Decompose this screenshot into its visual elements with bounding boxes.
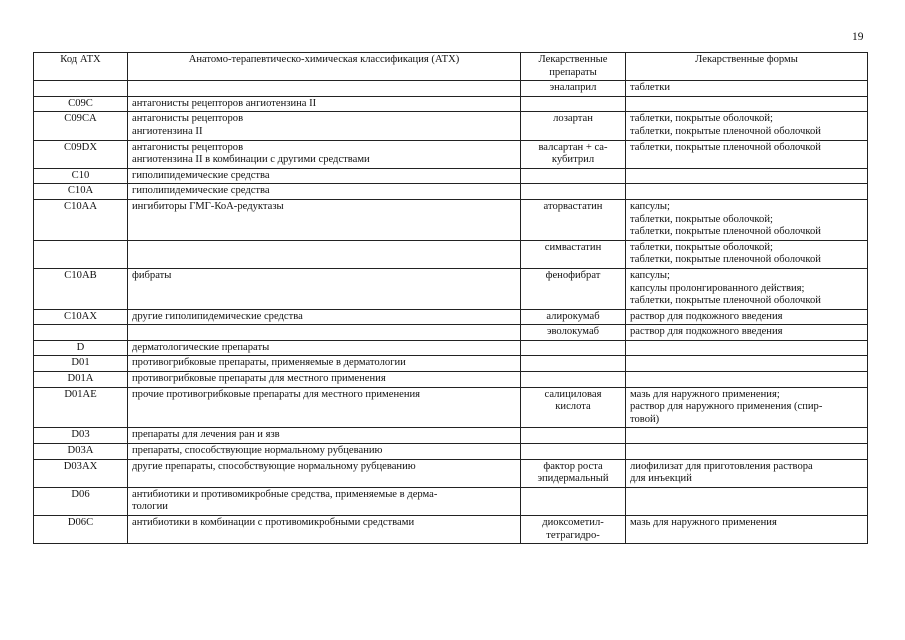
cell-dosage-forms — [626, 168, 868, 184]
cell-dosage-forms: мазь для наружного применения; раствор для наружного применения (спир- товой) — [626, 387, 868, 428]
cell-drug: аторвастатин — [521, 199, 626, 240]
cell-atc-classification: препараты для лечения ран и язв — [128, 428, 521, 444]
table-row — [34, 340, 868, 356]
table-row — [34, 387, 868, 428]
cell-dosage-forms — [626, 372, 868, 388]
cell-dosage-forms: таблетки, покрытые пленочной оболочкой — [626, 140, 868, 168]
table-row — [34, 487, 868, 515]
header-dosage-forms: Лекарственные формы — [626, 53, 868, 81]
cell-dosage-forms: таблетки, покрытые оболочкой; таблетки, покрытые пленочной оболочкой — [626, 240, 868, 268]
header-atc-code: Код АТХ — [34, 53, 128, 81]
cell-atc-classification: гиполипидемические средства — [128, 184, 521, 200]
cell-atc-classification: прочие противогрибковые препараты для местного применения — [128, 387, 521, 428]
cell-atc-code: D01AE — [34, 387, 128, 428]
cell-atc-classification: ингибиторы ГМГ-КоА-редуктазы — [128, 199, 521, 240]
cell-dosage-forms — [626, 428, 868, 444]
header-drugs: Лекарственные препараты — [521, 53, 626, 81]
cell-atc-classification: противогрибковые препараты для местного применения — [128, 372, 521, 388]
table-header-row — [34, 53, 868, 81]
table-row — [34, 428, 868, 444]
cell-atc-code: C09CA — [34, 112, 128, 140]
cell-atc-code: D06C — [34, 516, 128, 544]
cell-atc-classification — [128, 240, 521, 268]
cell-dosage-forms — [626, 96, 868, 112]
table-row — [34, 459, 868, 487]
cell-atc-code: C09DX — [34, 140, 128, 168]
table-row — [34, 168, 868, 184]
table-row — [34, 268, 868, 309]
cell-drug — [521, 340, 626, 356]
cell-drug: лозартан — [521, 112, 626, 140]
table-body — [34, 81, 868, 544]
cell-drug — [521, 184, 626, 200]
table-row — [34, 140, 868, 168]
cell-drug — [521, 487, 626, 515]
cell-drug — [521, 96, 626, 112]
cell-dosage-forms — [626, 487, 868, 515]
cell-atc-classification — [128, 81, 521, 97]
cell-dosage-forms: капсулы; капсулы пролонгированного действия; таблетки, покрытые пленочной оболочкой — [626, 268, 868, 309]
cell-atc-code: C10A — [34, 184, 128, 200]
table-row — [34, 184, 868, 200]
cell-drug: валсартан + са- кубитрил — [521, 140, 626, 168]
cell-drug: алирокумаб — [521, 309, 626, 325]
cell-atc-code: D03A — [34, 444, 128, 460]
cell-dosage-forms — [626, 356, 868, 372]
cell-dosage-forms: капсулы; таблетки, покрытые оболочкой; таблетки, покрытые пленочной оболочкой — [626, 199, 868, 240]
cell-drug — [521, 168, 626, 184]
cell-atc-classification — [128, 325, 521, 341]
cell-drug — [521, 428, 626, 444]
table-row — [34, 372, 868, 388]
cell-atc-code — [34, 240, 128, 268]
table-row — [34, 199, 868, 240]
cell-atc-code: C10 — [34, 168, 128, 184]
cell-atc-classification: другие препараты, способствующие нормальному рубцеванию — [128, 459, 521, 487]
cell-atc-code: D01 — [34, 356, 128, 372]
cell-atc-classification: антибиотики в комбинации с противомикробными средствами — [128, 516, 521, 544]
cell-dosage-forms — [626, 340, 868, 356]
cell-dosage-forms — [626, 444, 868, 460]
cell-drug: симвастатин — [521, 240, 626, 268]
cell-atc-code — [34, 325, 128, 341]
cell-atc-code: D03 — [34, 428, 128, 444]
cell-drug — [521, 372, 626, 388]
cell-atc-classification: гиполипидемические средства — [128, 168, 521, 184]
table-row — [34, 240, 868, 268]
cell-atc-code: D06 — [34, 487, 128, 515]
cell-drug: салициловая кислота — [521, 387, 626, 428]
cell-atc-classification: другие гиполипидемические средства — [128, 309, 521, 325]
cell-atc-code: D — [34, 340, 128, 356]
cell-drug: диоксометил- тетрагидро- — [521, 516, 626, 544]
table-row — [34, 356, 868, 372]
cell-atc-classification: антибиотики и противомикробные средства, применяемые в дерма- тологии — [128, 487, 521, 515]
cell-dosage-forms — [626, 184, 868, 200]
cell-dosage-forms: лиофилизат для приготовления раствора для инъекций — [626, 459, 868, 487]
cell-dosage-forms: таблетки, покрытые оболочкой; таблетки, покрытые пленочной оболочкой — [626, 112, 868, 140]
cell-atc-code: D01A — [34, 372, 128, 388]
cell-atc-code: C10AX — [34, 309, 128, 325]
cell-atc-code: C09C — [34, 96, 128, 112]
cell-atc-classification: дерматологические препараты — [128, 340, 521, 356]
cell-atc-classification: антагонисты рецепторов ангиотензина II — [128, 96, 521, 112]
cell-drug: эналаприл — [521, 81, 626, 97]
table-row — [34, 309, 868, 325]
cell-atc-classification: антагонисты рецепторов ангиотензина II в комбинации с другими средствами — [128, 140, 521, 168]
table-row — [34, 112, 868, 140]
cell-drug — [521, 444, 626, 460]
table-row — [34, 96, 868, 112]
cell-atc-code: C10AB — [34, 268, 128, 309]
cell-dosage-forms: мазь для наружного применения — [626, 516, 868, 544]
cell-dosage-forms: раствор для подкожного введения — [626, 309, 868, 325]
cell-atc-code — [34, 81, 128, 97]
cell-drug — [521, 356, 626, 372]
cell-atc-code: D03AX — [34, 459, 128, 487]
table-row — [34, 444, 868, 460]
cell-atc-classification: антагонисты рецепторов ангиотензина II — [128, 112, 521, 140]
page-number: 19 — [852, 31, 864, 43]
table-row — [34, 325, 868, 341]
table-row — [34, 81, 868, 97]
cell-dosage-forms: таблетки — [626, 81, 868, 97]
cell-atc-classification: препараты, способствующие нормальному рубцеванию — [128, 444, 521, 460]
cell-drug: фактор роста эпидермальный — [521, 459, 626, 487]
cell-atc-classification: противогрибковые препараты, применяемые в дерматологии — [128, 356, 521, 372]
cell-atc-code: C10AA — [34, 199, 128, 240]
header-atc-classification: Анатомо-терапевтическо-химическая классификация (АТХ) — [128, 53, 521, 81]
cell-drug: эволокумаб — [521, 325, 626, 341]
cell-atc-classification: фибраты — [128, 268, 521, 309]
table-row — [34, 516, 868, 544]
cell-drug: фенофибрат — [521, 268, 626, 309]
atc-drug-table — [33, 52, 868, 544]
cell-dosage-forms: раствор для подкожного введения — [626, 325, 868, 341]
